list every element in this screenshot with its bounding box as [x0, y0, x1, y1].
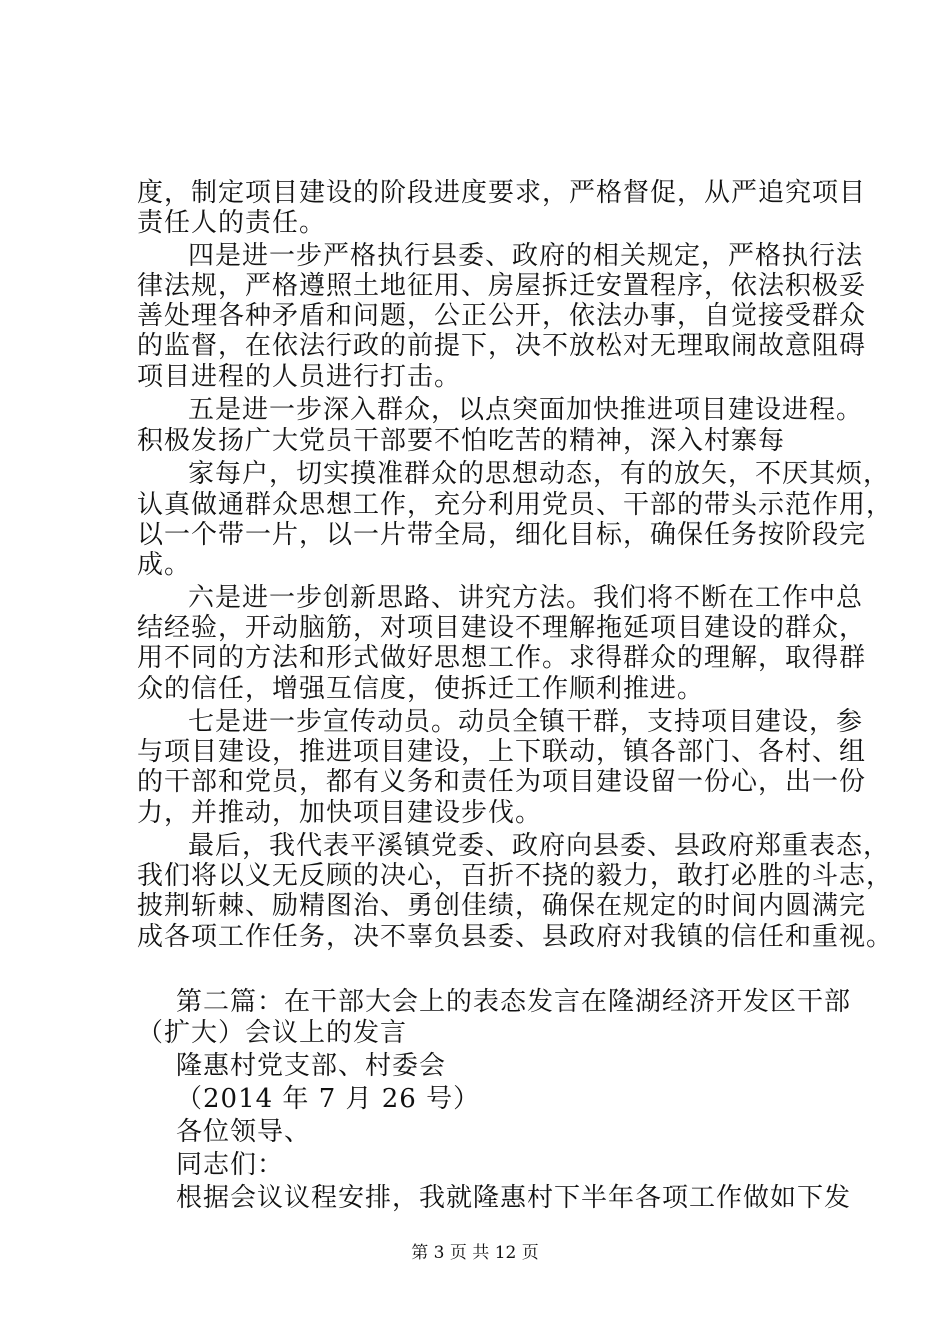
text-line: 责任人的责任。 [137, 208, 327, 238]
text-line: 项目进程的人员进行打击。 [137, 362, 462, 392]
text-line: 积极发扬广大党员干部要不怕吃苦的精神，深入村寨每 [137, 426, 786, 456]
section-heading: （扩大）会议上的发言 [137, 1018, 408, 1048]
text-line: 披荆斩棘、励精图治、勇创佳绩，确保在规定的时间内圆满完 [137, 891, 867, 921]
text-line: 各位领导、 [176, 1117, 312, 1147]
text-line: 以一个带一片，以一片带全局，细化目标，确保任务按阶段完 [137, 520, 867, 550]
text-line: 同志们： [176, 1150, 285, 1180]
text-line: 认真做通群众思想工作，充分利用党员、干部的带头示范作用， [137, 490, 894, 520]
page-footer: 第 3 页 共 12 页 [411, 1243, 539, 1263]
text-line: 众的信任，增强互信度，使拆迁工作顺利推进。 [137, 674, 705, 704]
text-line: 六是进一步创新思路、讲究方法。我们将不断在工作中总 [188, 583, 864, 613]
text-line: 力，并推动，加快项目建设步伐。 [137, 798, 543, 828]
text-line: 与项目建设，推进项目建设，上下联动，镇各部门、各村、组 [137, 737, 867, 767]
text-line: 七是进一步宣传动员。动员全镇干群，支持项目建设，参 [188, 707, 864, 737]
text-line: 成。 [137, 550, 192, 580]
text-line: 五是进一步深入群众，以点突面加快推进项目建设进程。 [188, 395, 864, 425]
text-line: 善处理各种矛盾和问题，公正公开，依法办事，自觉接受群众 [137, 301, 867, 331]
text-line: 成各项工作任务，决不辜负县委、县政府对我镇的信任和重视。 [137, 922, 894, 952]
text-line: 最后，我代表平溪镇党委、政府向县委、县政府郑重表态， [188, 831, 891, 861]
text-line: 的监督，在依法行政的前提下，决不放松对无理取闹故意阻碍 [137, 331, 867, 361]
text-line: 度，制定项目建设的阶段进度要求，严格督促，从严追究项目 [137, 178, 867, 208]
text-line: 我们将以义无反顾的决心，百折不挠的毅力，敢打必胜的斗志， [137, 861, 894, 891]
date-line: （2014 年 7 月 26 号） [176, 1084, 481, 1114]
text-line: 的干部和党员，都有义务和责任为项目建设留一份心，出一份 [137, 767, 867, 797]
text-line: 用不同的方法和形式做好思想工作。求得群众的理解，取得群 [137, 643, 867, 673]
text-line: 结经验，开动脑筋，对项目建设不理解拖延项目建设的群众， [137, 613, 867, 643]
text-line: 根据会议议程安排，我就隆惠村下半年各项工作做如下发 [176, 1183, 852, 1213]
text-line: 律法规，严格遵照土地征用、房屋拆迁安置程序，依法积极妥 [137, 271, 867, 301]
text-line: 隆惠村党支部、村委会 [176, 1051, 447, 1081]
section-heading: 第二篇：在干部大会上的表态发言在隆湖经济开发区干部 [176, 987, 852, 1017]
text-line: 家每户，切实摸准群众的思想动态，有的放矢，不厌其烦， [188, 459, 891, 489]
text-line: 四是进一步严格执行县委、政府的相关规定，严格执行法 [188, 241, 864, 271]
